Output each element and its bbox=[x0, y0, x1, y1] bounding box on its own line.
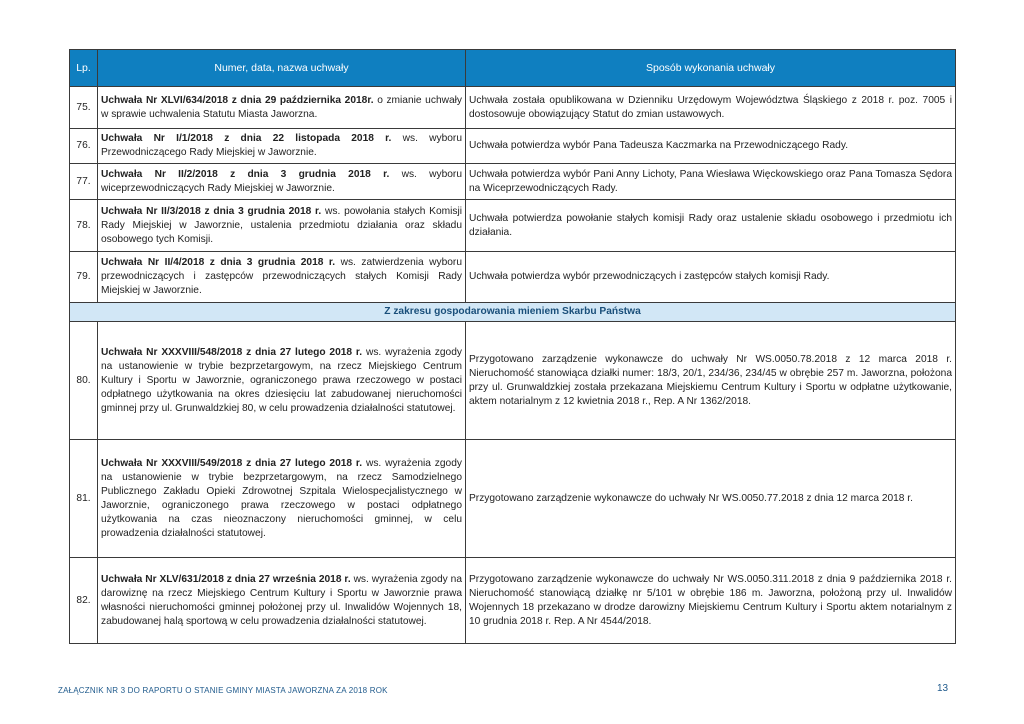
resolution-desc: ws. wyboru Przewodniczącego Rady Miejskiej w Jaworznie. bbox=[101, 133, 462, 158]
row-sposob: Przygotowano zarządzenie wykonawcze do uchwały Nr WS.0050.78.2018 z 12 marca 2018 r. Nieruchomość stanowiąca działki numer: 18/3, 20/1, 234/36, 234/45 w obrębie 257 m. Jaworzna, położona przy ul. Grunwaldzkiej została przekazana Miejskiemu Centrum Kultury i Sportu w odpłatne użytkowanie, aktem notarialnym z 12 kwietnia 2018 r., Rep. A Nr 1362/2018. bbox=[466, 322, 956, 440]
row-sposob: Przygotowano zarządzenie wykonawcze do uchwały Nr WS.0050.77.2018 z dnia 12 marca 2018 r. bbox=[466, 440, 956, 558]
row-lp: 81. bbox=[70, 440, 98, 558]
resolution-title: Uchwała Nr II/2/2018 z dnia 3 grudnia 2018 r. bbox=[101, 168, 390, 180]
row-lp: 82. bbox=[70, 558, 98, 644]
row-sposob: Uchwała została opublikowana w Dzienniku Urzędowym Województwa Śląskiego z 2018 r. poz. 7005 i dostosowuje obowiązujący Statut do zmian ustawowych. bbox=[466, 87, 956, 129]
resolution-desc: ws. wyrażenia zgody na ustanowienie w trybie bezprzetargowym, na rzecz Samodzielnego Publicznego Zakładu Opieki Zdrowotnej Szpitala Wielospecjalistycznego w Jaworznie, ograniczonego prawa rzeczowego w postaci odpłatnego użytkowania na czas nieoznaczony nieruchomości gminnej, w celu prowadzenia działalności statutowej. bbox=[101, 457, 462, 539]
resolution-desc: ws. zatwierdzenia wyboru przewodniczących i zastępców przewodniczących stałych Komisji Rady Miejskiej w Jaworznie. bbox=[101, 257, 462, 296]
resolution-desc: ws. wyrażenia zgody na darowiznę na rzecz Miejskiego Centrum Kultury i Sportu w Jaworznie prawa własności nieruchomości gminnej położonej przy ul. Inwalidów Wojennych 18, zabudowanej halą sportową w celu prowadzenia działalności statutowej. bbox=[101, 573, 462, 627]
table-row bbox=[70, 558, 956, 644]
row-lp: 78. bbox=[70, 200, 98, 252]
resolution-title: Uchwała Nr II/3/2018 z dnia 3 grudnia 2018 r. bbox=[101, 205, 322, 217]
row-uchwala bbox=[98, 200, 466, 252]
row-lp: 76. bbox=[70, 129, 98, 164]
table-row bbox=[70, 440, 956, 558]
resolutions-table bbox=[69, 49, 956, 644]
row-sposob: Uchwała potwierdza wybór Pani Anny Lichoty, Pana Wiesława Więckowskiego oraz Pana Tomasza Sędora na Wiceprzewodniczących Rady. bbox=[466, 164, 956, 200]
row-uchwala bbox=[98, 252, 466, 303]
row-uchwala bbox=[98, 440, 466, 558]
header-sposob: Sposób wykonania uchwały bbox=[466, 50, 956, 87]
resolution-title: Uchwała Nr XXXVIII/548/2018 z dnia 27 lutego 2018 r. bbox=[101, 346, 363, 358]
resolution-title: Uchwała Nr XXXVIII/549/2018 z dnia 27 lutego 2018 r. bbox=[101, 457, 363, 469]
footer-text: ZAŁĄCZNIK NR 3 DO RAPORTU O STANIE GMINY MIASTA JAWORZNA ZA 2018 ROK bbox=[58, 686, 388, 695]
header-uchwala: Numer, data, nazwa uchwały bbox=[98, 50, 466, 87]
section-header-row bbox=[70, 303, 956, 322]
row-lp: 80. bbox=[70, 322, 98, 440]
resolution-title: Uchwała Nr II/4/2018 z dnia 3 grudnia 2018 r. bbox=[101, 257, 336, 268]
row-uchwala bbox=[98, 87, 466, 129]
table-row bbox=[70, 322, 956, 440]
row-lp: 77. bbox=[70, 164, 98, 200]
table-row bbox=[70, 200, 956, 252]
resolution-title: Uchwała Nr I/1/2018 z dnia 22 listopada 2018 r. bbox=[101, 133, 392, 144]
table-row bbox=[70, 87, 956, 129]
resolution-desc: ws. wyboru wiceprzewodniczących Rady Miejskiej w Jaworznie. bbox=[101, 168, 462, 194]
row-uchwala bbox=[98, 129, 466, 164]
page-number: 13 bbox=[937, 683, 949, 694]
row-uchwala bbox=[98, 164, 466, 200]
table-header-row bbox=[70, 50, 956, 87]
resolution-title: Uchwała Nr XLV/631/2018 z dnia 27 września 2018 r. bbox=[101, 573, 351, 585]
row-lp: 75. bbox=[70, 87, 98, 129]
header-lp: Lp. bbox=[70, 50, 98, 87]
table-row bbox=[70, 129, 956, 164]
row-lp: 79. bbox=[70, 252, 98, 303]
table-row bbox=[70, 252, 956, 303]
row-uchwala bbox=[98, 558, 466, 644]
resolution-title: Uchwała Nr XLVI/634/2018 z dnia 29 października 2018r. bbox=[101, 94, 374, 106]
section-title: Z zakresu gospodarowania mieniem Skarbu Państwa bbox=[70, 303, 956, 322]
resolution-desc: ws. powołania stałych Komisji Rady Miejskiej w Jaworznie, ustalenia przedmiotu działania oraz składu osobowego tych Komisji. bbox=[101, 205, 462, 245]
table-row bbox=[70, 164, 956, 200]
row-sposob: Uchwała potwierdza powołanie stałych komisji Rady oraz ustalenie składu osobowego i przedmiotu ich działania. bbox=[466, 200, 956, 252]
row-sposob: Przygotowano zarządzenie wykonawcze do uchwały Nr WS.0050.311.2018 z dnia 9 października 2018 r. Nieruchomość stanowiącą działkę nr 5/101 w obrębie 186 m. Jaworzna, położoną przy ul. Inwalidów Wojennych 18 przekazano w drodze darowizny Miejskiemu Centrum Kultury i Sportu aktem notarialnym z 10 grudnia 2018 r. Rep. A Nr 4544/2018. bbox=[466, 558, 956, 644]
row-sposob: Uchwała potwierdza wybór przewodniczących i zastępców stałych komisji Rady. bbox=[466, 252, 956, 303]
resolution-desc: ws. wyrażenia zgody na ustanowienie w trybie bezprzetargowym, na rzecz Miejskiego Centrum Kultury i Sportu w Jaworznie, ograniczonego prawa rzeczowego w postaci odpłatnego użytkowania na okres dziesięciu lat zabudowanej nieruchomości gminnej przy ul. Grunwaldzkiej 80, w celu prowadzenia działalności statutowej. bbox=[101, 346, 462, 414]
resolution-desc: o zmianie uchwały w sprawie uchwalenia Statutu Miasta Jaworzna. bbox=[101, 94, 462, 120]
row-sposob: Uchwała potwierdza wybór Pana Tadeusza Kaczmarka na Przewodniczącego Rady. bbox=[466, 129, 956, 164]
row-uchwala bbox=[98, 322, 466, 440]
